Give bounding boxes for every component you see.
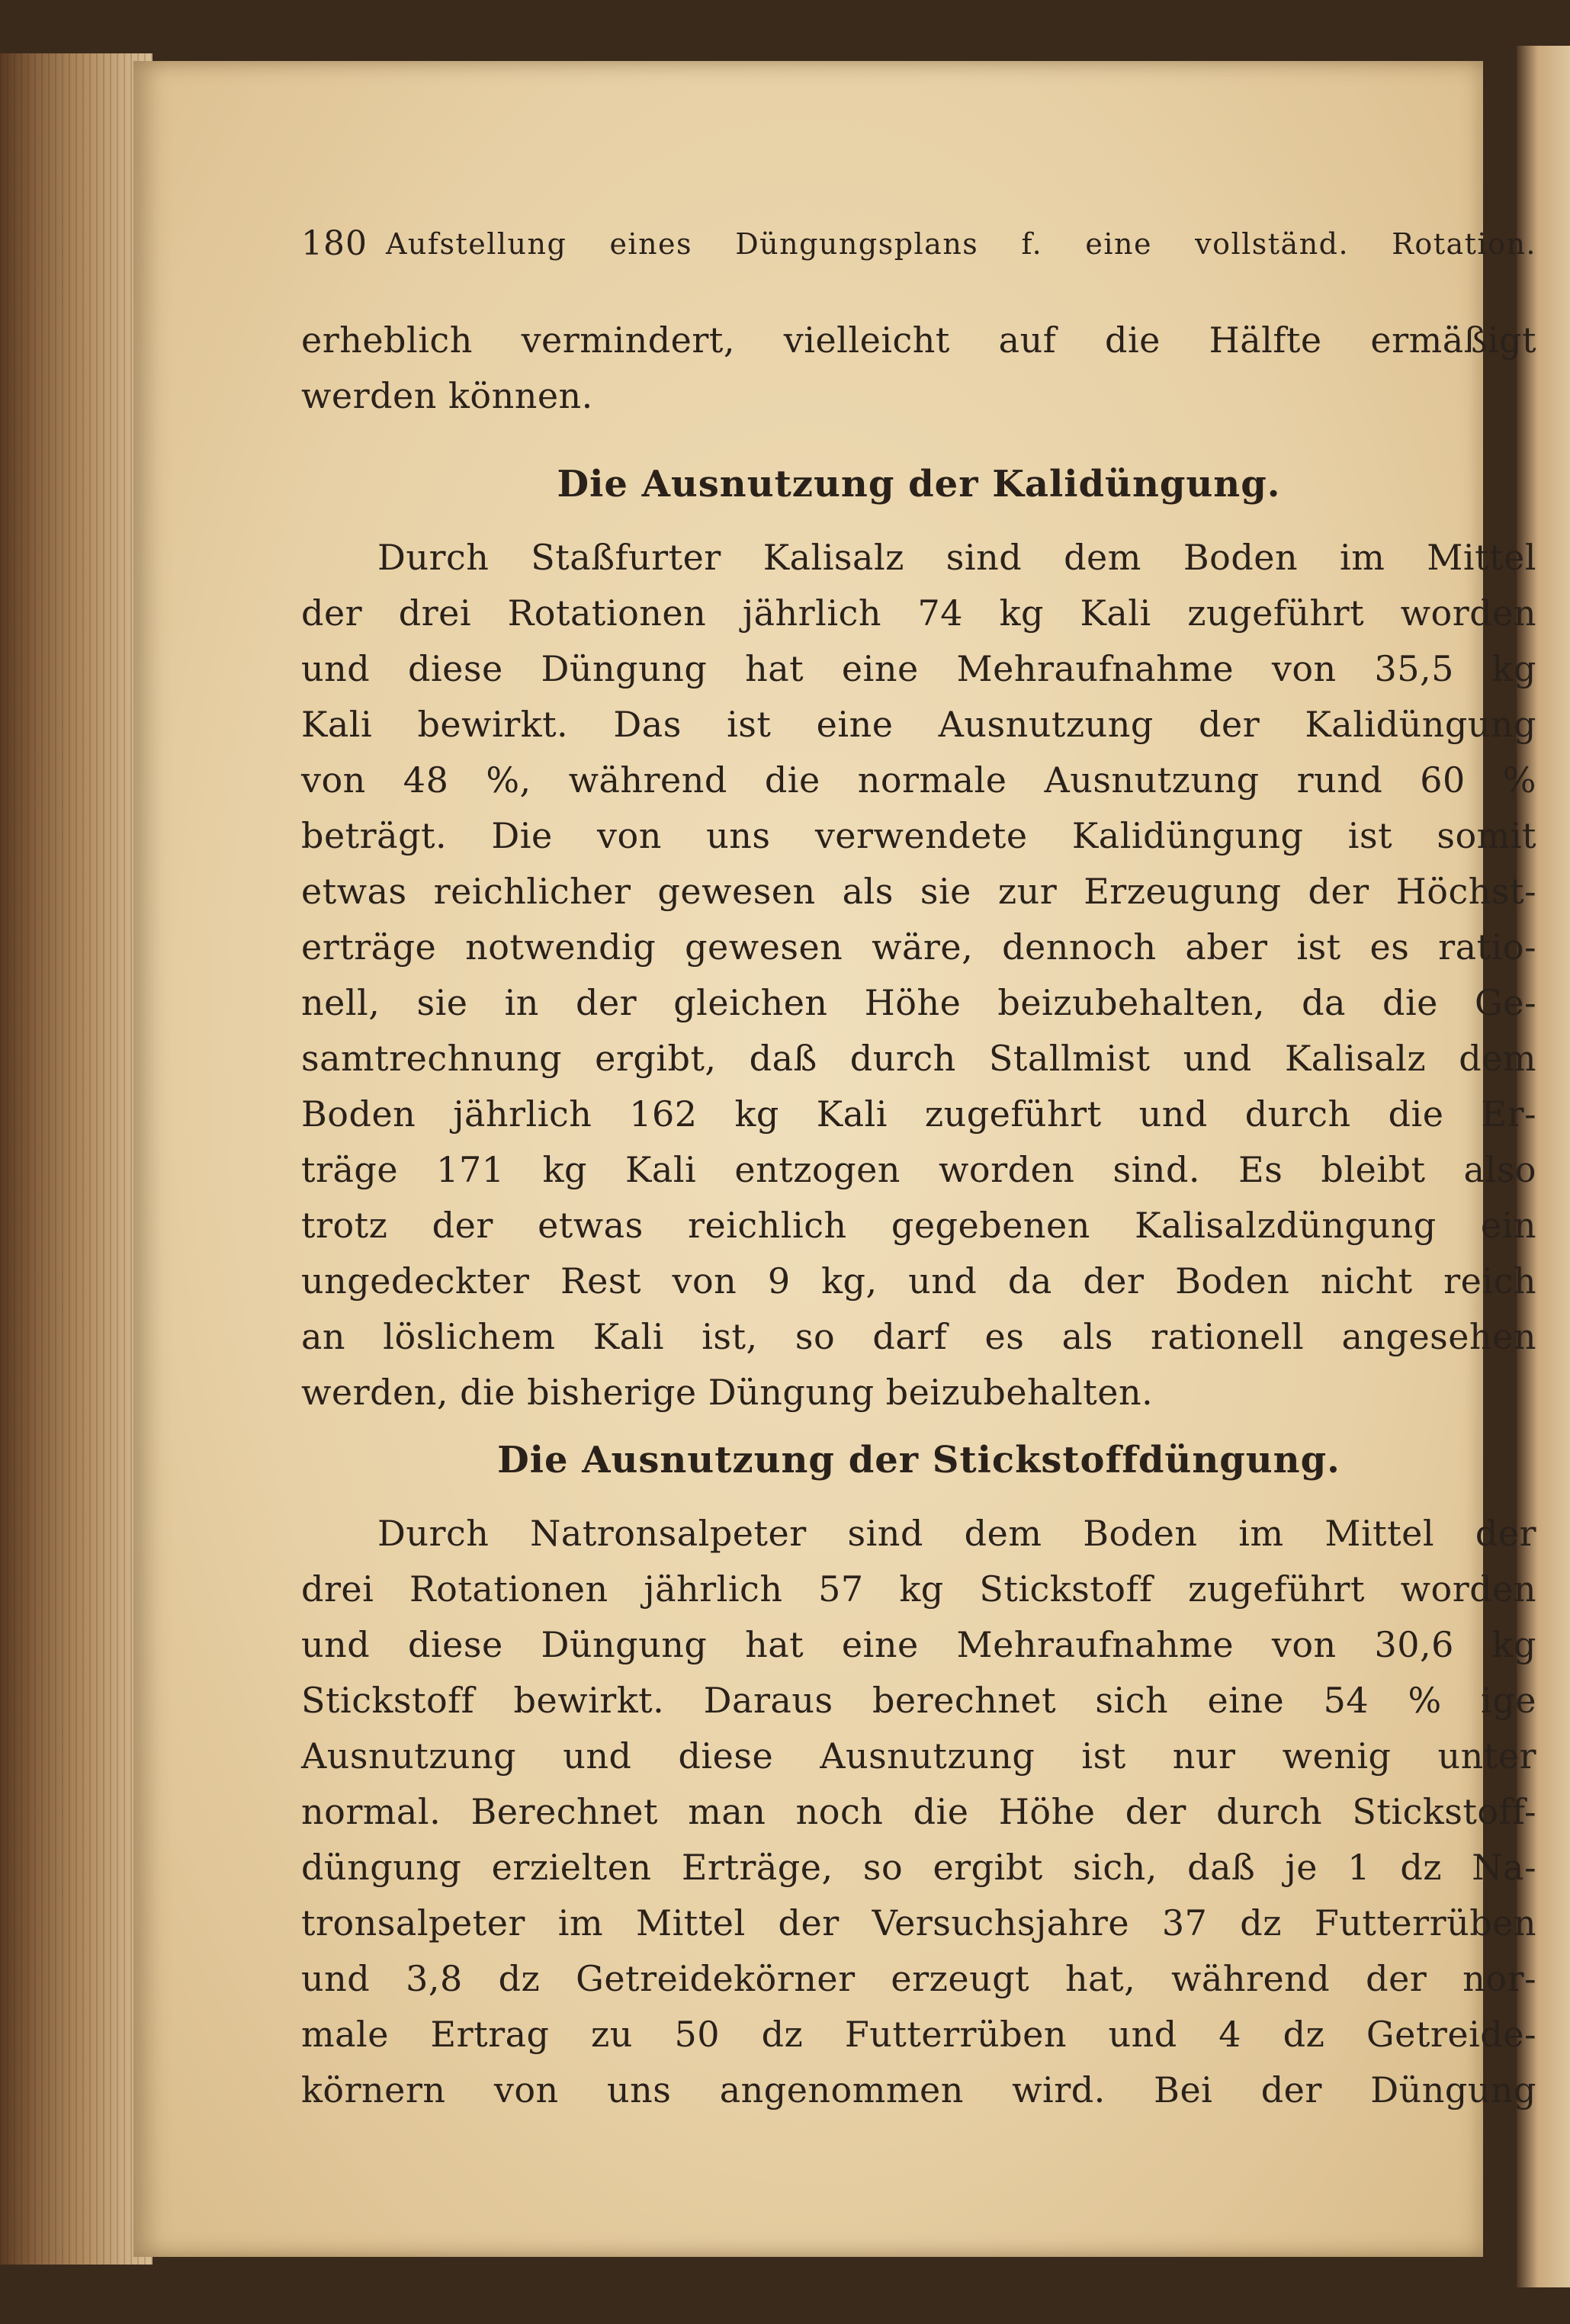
text-line: beträgt. Die von uns verwendete Kalidüngung ist somit	[301, 815, 1536, 856]
paragraph-stickstoff	[301, 1506, 1536, 2118]
intro-paragraph	[301, 313, 1536, 424]
text-line: nell, sie in der gleichen Höhe beizubehalten, da die Ge-	[301, 982, 1536, 1023]
text-line: werden, die bisherige Düngung beizubehalten.	[301, 1372, 1154, 1413]
text-line: düngung erzielten Erträge, so ergibt sich, daß je 1 dz Na-	[301, 1847, 1536, 1888]
text-line: der drei Rotationen jährlich 74 kg Kali zugeführt worden	[301, 592, 1536, 634]
text-line: tronsalpeter im Mittel der Versuchsjahre 37 dz Futterrüben	[301, 1902, 1536, 1944]
text-line: von 48 %, während die normale Ausnutzung rund 60 %	[301, 759, 1536, 801]
book-page-edges	[0, 53, 153, 2265]
text-line: Boden jährlich 162 kg Kali zugeführt und durch die Er-	[301, 1093, 1536, 1135]
text-line: trotz der etwas reichlich gegebenen Kalisalzdüngung ein	[301, 1205, 1536, 1246]
text-line: normal. Berechnet man noch die Höhe der durch Stickstoff-	[301, 1791, 1536, 1832]
text-line: an löslichem Kali ist, so darf es als rationell angesehen	[301, 1316, 1536, 1357]
paragraph-kali	[301, 530, 1536, 1420]
running-header	[301, 221, 1536, 267]
running-title: Aufstellung eines Düngungsplans f. eine vollständ. Rotation.	[385, 227, 1536, 261]
text-line: Ausnutzung und diese Ausnutzung ist nur wenig unter	[301, 1735, 1536, 1777]
text-line: Kali bewirkt. Das ist eine Ausnutzung der Kalidüngung	[301, 704, 1536, 745]
text-line: und diese Düngung hat eine Mehraufnahme von 30,6 kg	[301, 1624, 1536, 1665]
text-line: samtrechnung ergibt, daß durch Stallmist und Kalisalz dem	[301, 1038, 1536, 1079]
text-line: werden können.	[301, 375, 593, 416]
text-line: ungedeckter Rest von 9 kg, und da der Boden nicht reich	[301, 1260, 1536, 1302]
text-line: etwas reichlicher gewesen als sie zur Erzeugung der Höchst-	[301, 871, 1536, 912]
text-line: Durch Staßfurter Kalisalz sind dem Boden im Mittel	[377, 537, 1536, 578]
text-line: Durch Natronsalpeter sind dem Boden im Mittel der	[377, 1513, 1536, 1554]
section-heading-stickstoff: Die Ausnutzung der Stickstoffdüngung.	[497, 1439, 1340, 1481]
book-page	[133, 61, 1536, 2257]
text-line: male Ertrag zu 50 dz Futterrüben und 4 dz Getreide-	[301, 2014, 1536, 2055]
text-line: drei Rotationen jährlich 57 kg Stickstoff zugeführt worden	[301, 1568, 1536, 1610]
text-line: Stickstoff bewirkt. Daraus berechnet sich eine 54 % ige	[301, 1680, 1536, 1721]
page-number: 180	[301, 224, 368, 263]
text-line: erheblich vermindert, vielleicht auf die Hälfte ermäßigt	[301, 319, 1536, 361]
text-line: körnern von uns angenommen wird. Bei der Düngung	[301, 2069, 1536, 2111]
section-heading-kali: Die Ausnutzung der Kalidüngung.	[557, 463, 1281, 506]
text-line: und diese Düngung hat eine Mehraufnahme von 35,5 kg	[301, 648, 1536, 689]
text-line: träge 171 kg Kali entzogen worden sind. Es bleibt also	[301, 1149, 1536, 1190]
text-line: und 3,8 dz Getreidekörner erzeugt hat, während der nor-	[301, 1958, 1536, 1999]
text-line: erträge notwendig gewesen wäre, dennoch aber ist es ratio-	[301, 926, 1536, 968]
